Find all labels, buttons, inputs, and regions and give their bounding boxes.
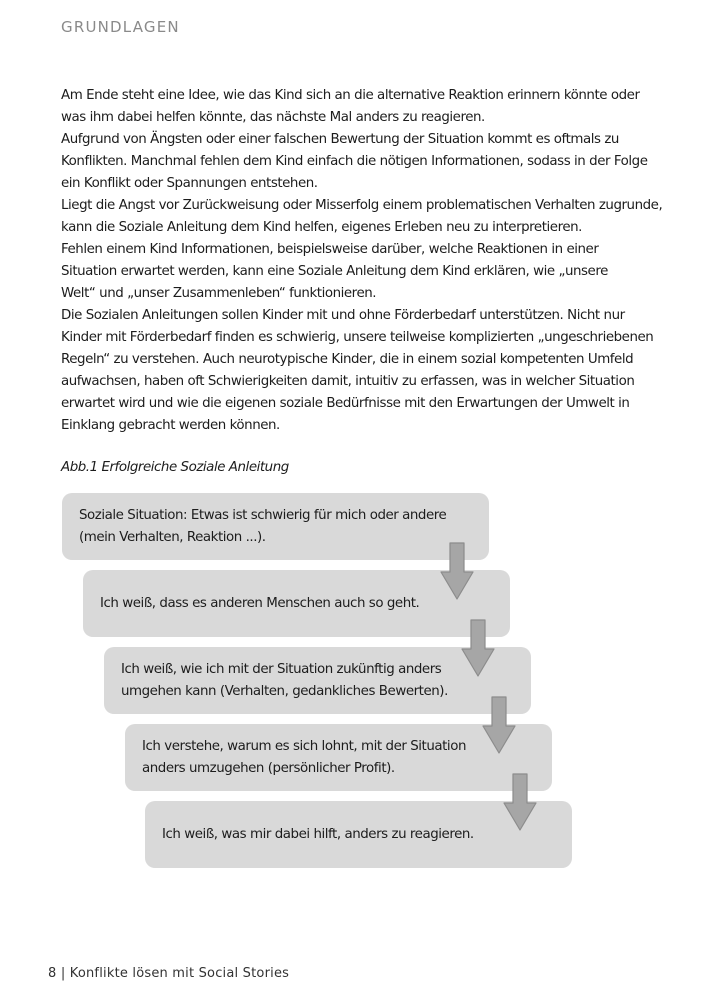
down-arrow-icon — [482, 696, 516, 754]
body-line: Einklang gebracht werden können. — [61, 418, 280, 433]
flow-step-text: Ich weiß, wie ich mit der Situation zukünftig anders — [121, 661, 442, 677]
flow-step-text: Ich verstehe, warum es sich lohnt, mit der Situation — [142, 738, 466, 754]
down-arrow-icon — [461, 619, 495, 677]
flow-step-1 — [62, 493, 489, 560]
body-line: Die Sozialen Anleitungen sollen Kinder mit und ohne Förderbedarf unterstützen. Nicht nur — [61, 308, 625, 323]
flow-step-text: Ich weiß, dass es anderen Menschen auch so geht. — [100, 595, 420, 611]
figure-caption: Abb.1 Erfolgreiche Soziale Anleitung — [61, 460, 289, 475]
body-line: ein Konflikt oder Spannungen entstehen. — [61, 176, 318, 191]
body-line: Liegt die Angst vor Zurückweisung oder Misserfolg einem problematischen Verhalten zugrunde, — [61, 198, 663, 213]
body-line: Am Ende steht eine Idee, wie das Kind sich an die alternative Reaktion erinnern könnte oder — [61, 88, 640, 103]
body-line: erwartet wird und wie die eigenen soziale Bedürfnisse mit den Erwartungen der Umwelt in — [61, 396, 630, 411]
body-line: Welt“ und „unser Zusammenleben“ funktionieren. — [61, 286, 377, 301]
flow-step-text: Ich weiß, was mir dabei hilft, anders zu reagieren. — [162, 826, 474, 842]
footer-separator: | — [60, 966, 66, 981]
page-footer — [48, 966, 289, 981]
body-line: Kinder mit Förderbedarf finden es schwierig, unsere teilweise komplizierten „ungeschriebenen — [61, 330, 654, 345]
section-header: GRUNDLAGEN — [61, 18, 180, 36]
body-line: Fehlen einem Kind Informationen, beispielsweise darüber, welche Reaktionen in einer — [61, 242, 599, 257]
flow-step-text: Soziale Situation: Etwas ist schwierig für mich oder andere — [79, 507, 447, 523]
down-arrow-icon — [440, 542, 474, 600]
body-line: Konflikten. Manchmal fehlen dem Kind einfach die nötigen Informationen, sodass in der Folge — [61, 154, 648, 169]
flow-step-text: anders umzugehen (persönlicher Profit). — [142, 760, 395, 776]
flow-step-text: umgehen kann (Verhalten, gedankliches Bewerten). — [121, 683, 448, 699]
body-line: kann die Soziale Anleitung dem Kind helfen, eigenes Erleben neu zu interpretieren. — [61, 220, 582, 235]
body-line: aufwachsen, haben oft Schwierigkeiten damit, intuitiv zu erfassen, was in welcher Situation — [61, 374, 635, 389]
page-number: 8 — [48, 966, 57, 981]
body-line: Aufgrund von Ängsten oder einer falschen Bewertung der Situation kommt es oftmals zu — [61, 132, 619, 147]
body-line: Situation erwartet werden, kann eine Soziale Anleitung dem Kind erklären, wie „unsere — [61, 264, 608, 279]
body-line: Regeln“ zu verstehen. Auch neurotypische Kinder, die in einem sozial kompetenten Umfeld — [61, 352, 634, 367]
book-title: Konflikte lösen mit Social Stories — [69, 966, 290, 981]
flow-step-text: (mein Verhalten, Reaktion ...). — [79, 529, 266, 545]
down-arrow-icon — [503, 773, 537, 831]
body-line: was ihm dabei helfen könnte, das nächste Mal anders zu reagieren. — [61, 110, 485, 125]
